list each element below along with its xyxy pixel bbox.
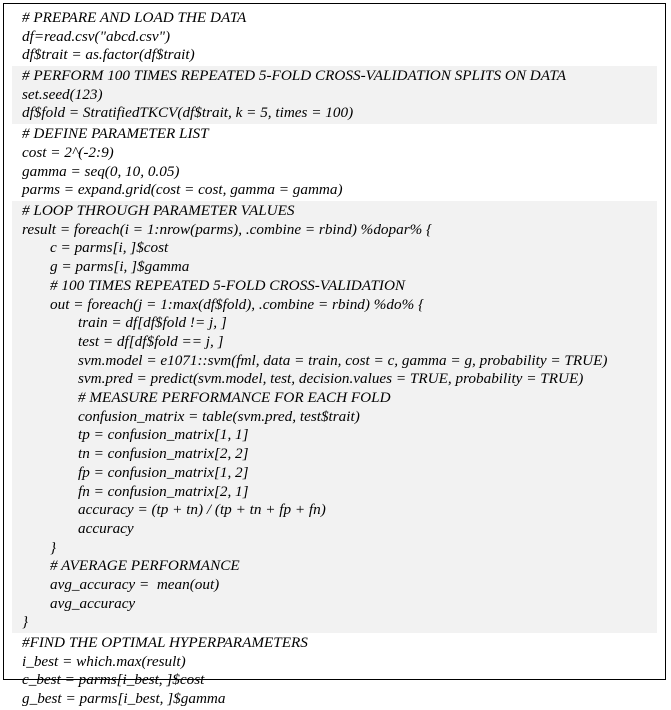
code-line: } <box>22 613 29 631</box>
code-line: c = parms[i, ]$cost <box>50 239 169 257</box>
code-line: set.seed(123) <box>22 85 103 103</box>
code-line: # AVERAGE PERFORMANCE <box>50 557 240 575</box>
code-line: accuracy = (tp + tn) / (tp + tn + fp + fn) <box>78 501 326 519</box>
code-line: g_best = parms[i_best, ]$gamma <box>22 690 226 708</box>
code-block <box>12 201 657 633</box>
code-line: tn = confusion_matrix[2, 2] <box>78 445 249 463</box>
code-line: g = parms[i, ]$gamma <box>50 258 190 276</box>
code-line: svm.model = e1071::svm(fml, data = train, cost = c, gamma = g, probability = TRUE) <box>78 351 608 369</box>
code-line: # MEASURE PERFORMANCE FOR EACH FOLD <box>78 389 391 406</box>
code-line: result = foreach(i = 1:nrow(parms), .combine = rbind) %dopar% { <box>22 220 433 238</box>
code-line: test = df[df$fold == j, ] <box>78 332 224 350</box>
code-line: fp = confusion_matrix[1, 2] <box>78 463 249 481</box>
code-line: #FIND THE OPTIMAL HYPERPARAMETERS <box>22 634 308 652</box>
code-line: parms = expand.grid(cost = cost, gamma = gamma) <box>22 181 343 199</box>
code-line: df$fold = StratifiedTKCV(df$trait, k = 5, times = 100) <box>22 104 354 122</box>
code-line: accuracy <box>78 519 134 537</box>
code-line: out = foreach(j = 1:max(df$fold), .combine = rbind) %do% { <box>50 295 425 313</box>
code-line: df$trait = as.factor(df$trait) <box>22 46 195 64</box>
code-block <box>12 8 657 66</box>
code-line: # PREPARE AND LOAD THE DATA <box>22 9 247 26</box>
code-block <box>12 633 657 710</box>
code-line: avg_accuracy = mean(out) <box>50 576 220 593</box>
code-line: } <box>50 538 57 556</box>
code-line: df=read.csv("abcd.csv") <box>22 27 171 45</box>
code-line: # DEFINE PARAMETER LIST <box>22 125 209 143</box>
code-line: avg_accuracy <box>50 594 136 612</box>
code-line: c_best = parms[i_best, ]$cost <box>22 671 205 689</box>
code-line: fn = confusion_matrix[2, 1] <box>78 482 249 500</box>
code-block <box>12 66 657 124</box>
code-line: i_best = which.max(result) <box>22 652 186 670</box>
code-line: svm.pred = predict(svm.model, test, decision.values = TRUE, probability = TRUE) <box>78 370 584 388</box>
code-line: # 100 TIMES REPEATED 5-FOLD CROSS-VALIDATION <box>50 276 406 294</box>
code-line: train = df[df$fold != j, ] <box>78 314 227 332</box>
code-line: tp = confusion_matrix[1, 1] <box>78 426 249 444</box>
code-line: # LOOP THROUGH PARAMETER VALUES <box>22 202 295 219</box>
code-line: gamma = seq(0, 10, 0.05) <box>22 162 180 180</box>
code-block <box>12 124 657 201</box>
code-listing-frame <box>3 3 666 708</box>
code-line: # PERFORM 100 TIMES REPEATED 5-FOLD CROSS-VALIDATION SPLITS ON DATA <box>22 67 567 85</box>
code-line: confusion_matrix = table(svm.pred, test$trait) <box>78 407 360 425</box>
code-line: cost = 2^(-2:9) <box>22 143 114 161</box>
